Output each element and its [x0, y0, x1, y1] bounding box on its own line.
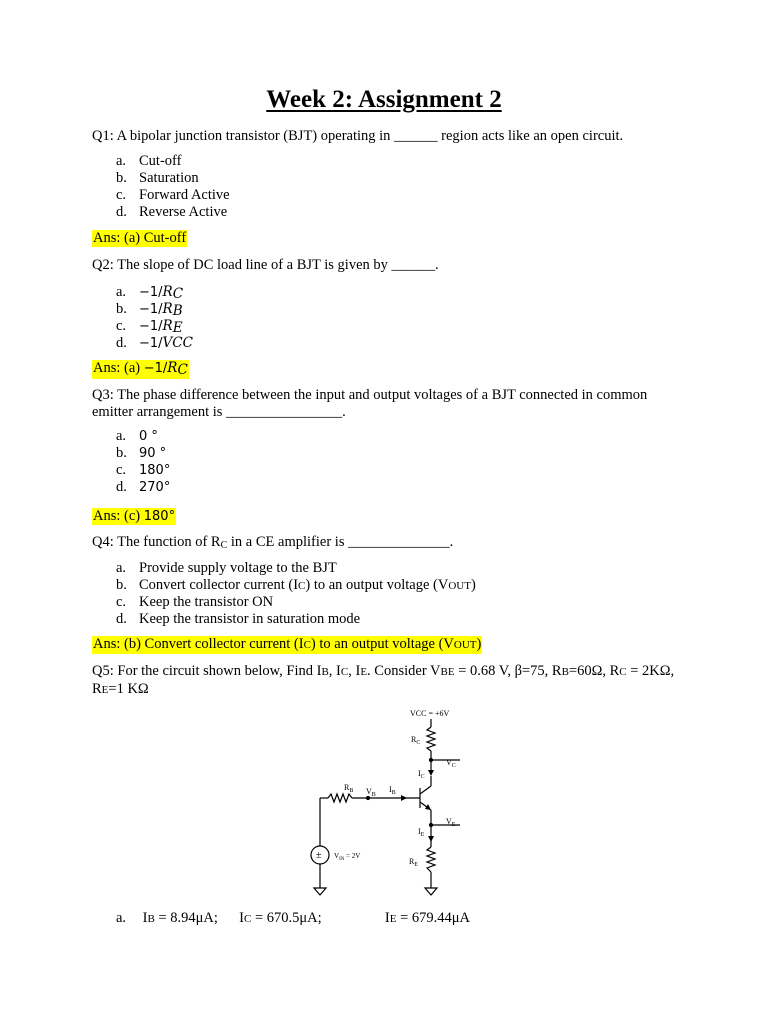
option-item: d. −1/VCC — [116, 335, 193, 351]
rc-resistor — [427, 727, 435, 751]
svg-text:IC: $I_C$ — [418, 769, 425, 780]
svg-text:VIN = 2V: $V_{IN} = 2V$ — [334, 852, 361, 862]
question-2: Q2: The slope of DC load line of a BJT is given by ______. — [92, 257, 439, 273]
re-resistor — [427, 847, 435, 872]
svg-text:VB: $V_B$ — [366, 787, 376, 798]
option-item: d. 270° — [116, 479, 171, 495]
option-item: a. 0 ° — [116, 428, 158, 444]
option-item: b. $-1/R_B$ — [116, 301, 183, 319]
question-3-options — [116, 428, 170, 496]
vcc-label: VCC = +6V — [410, 709, 450, 718]
question-4-options — [116, 560, 476, 628]
rb-resistor — [328, 794, 352, 802]
answer-2: Ans: $(a) -1/R_C$ — [93, 360, 188, 378]
svg-text:RC: $R_C$ — [411, 735, 421, 746]
answer-3: Ans: (c) 180° — [93, 508, 176, 524]
svg-text:IE: $I_E$ — [418, 827, 425, 838]
question-1-options — [116, 153, 230, 221]
question-4: Q4: The function of $R_C$ in a CE amplifier is ______________. — [92, 534, 454, 551]
answer-4: Ans: (b) Convert collector current (IC) to an output voltage (VOUT) — [93, 636, 482, 652]
svg-text:RB: $R_B$ — [344, 783, 354, 794]
svg-text:VC: $V_C$ — [446, 758, 456, 769]
option-item: c. Forward Active — [116, 187, 230, 203]
option-item: c. $-1/R_E$ — [116, 318, 183, 336]
question-2-options — [116, 284, 193, 352]
svg-text:VE: $V_E$ — [446, 817, 456, 828]
option-item: d. Keep the transistor in saturation mode — [116, 611, 361, 627]
option-item: c. 180° — [116, 462, 171, 478]
option-item: a. $-1/R_C$ — [116, 284, 184, 302]
question-1: Q1: A bipolar junction transistor (BJT) operating in ______ region acts like an open circuit. — [92, 128, 624, 144]
option-item: a. Provide supply voltage to the BJT — [116, 560, 337, 576]
page-title: Week 2: Assignment 2 — [266, 86, 502, 113]
question-5-option-a: a. IB = 8.94μA; IC = 670.5μA; IE = 679.44μA — [116, 910, 471, 926]
svg-text:±: ± — [316, 850, 322, 861]
option-item: b. 90 ° — [116, 445, 167, 461]
option-item: b. Convert collector current (IC) to an output voltage (VOUT) — [116, 577, 476, 593]
option-item: d. Reverse Active — [116, 204, 228, 220]
question-5: Q5: For the circuit shown below, Find IB, IC, IE. Consider VBE = 0.68 V, β=75, RB=60Ω, RC = 2KΩ, RE=1 KΩ — [92, 663, 675, 697]
option-item: c. Keep the transistor ON — [116, 594, 274, 610]
option-item: b. Saturation — [116, 170, 199, 186]
option-item: a. Cut-off — [116, 153, 182, 169]
answer-1: Ans: (a) Cut-off — [93, 230, 187, 246]
question-3: Q3: The phase difference between the input and output voltages of a BJT connected in common emitter arrangement is ________________. — [92, 387, 648, 420]
svg-text:RE: $R_E$ — [409, 857, 419, 868]
bjt-circuit-diagram — [300, 702, 500, 902]
svg-text:IB: $I_B$ — [389, 785, 396, 796]
